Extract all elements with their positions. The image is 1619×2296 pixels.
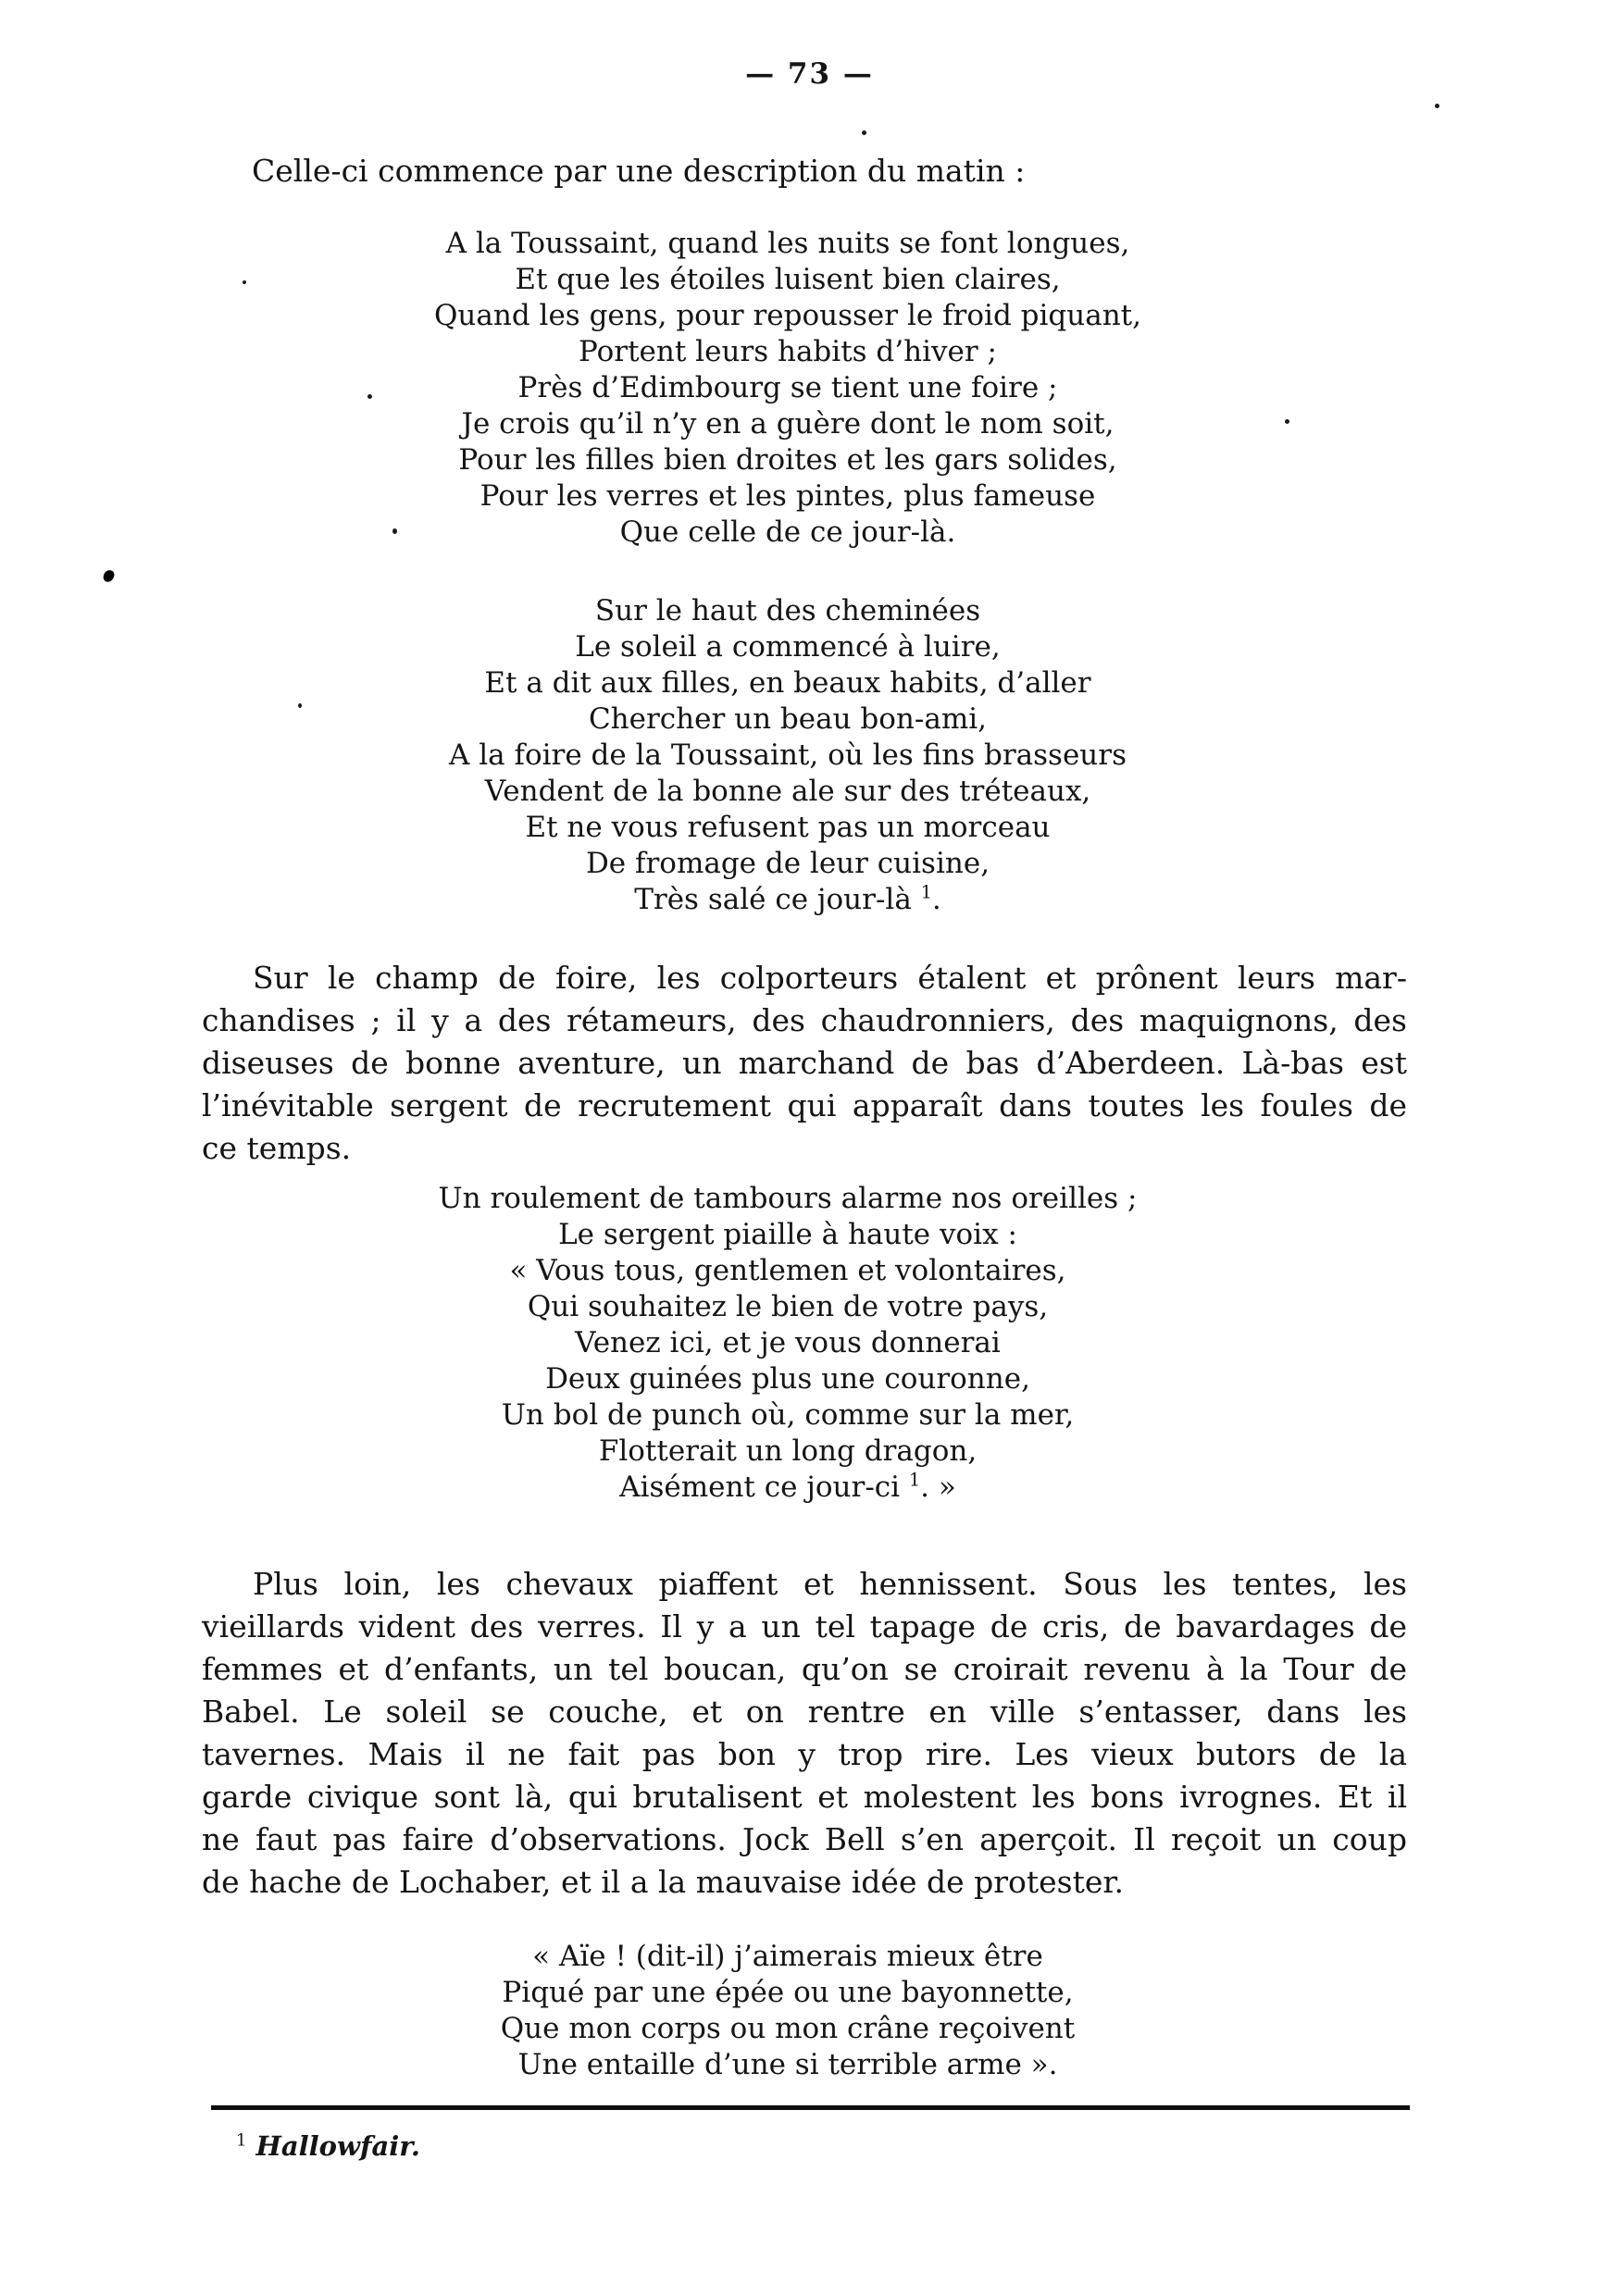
verse-line: Le sergent piaille à haute voix : xyxy=(558,1218,1017,1251)
prose-line: chandises ; il y a des rétameurs, des chaudronniers, des maquignons, des xyxy=(202,1002,1407,1038)
prose-line: de hache de Lochaber, et il a la mauvaise idée de protester. xyxy=(202,1864,1125,1900)
poem-stanza-2 xyxy=(185,593,1390,918)
prose-line: l’inévitable sergent de recrutement qui apparaît dans toutes les foules de xyxy=(202,1087,1407,1123)
footnote-marker: 1 xyxy=(236,2130,247,2151)
prose-line: tavernes. Mais il ne fait pas bon y trop rire. Les vieux butors de la xyxy=(202,1736,1407,1772)
ink-speck xyxy=(367,394,372,399)
ink-speck xyxy=(862,130,866,135)
ink-speck xyxy=(1435,104,1439,108)
prose-paragraph-1 xyxy=(202,957,1407,1170)
footnote-text: Hallowfair. xyxy=(255,2130,420,2162)
verse-line: Pour les verres et les pintes, plus fameuse xyxy=(479,479,1096,513)
verse-line: Chercher un beau bon-ami, xyxy=(588,702,988,736)
verse-line: « Aïe ! (dit-il) j’aimerais mieux être xyxy=(532,1940,1043,1973)
verse-line: Et a dit aux filles, en beaux habits, d’aller xyxy=(484,666,1091,700)
poem-stanza-4 xyxy=(185,1939,1390,2083)
footnote-reference: 1 xyxy=(920,881,932,903)
prose-line: diseuses de bonne aventure, un marchand de bas d’Aberdeen. Là-bas est xyxy=(202,1045,1407,1081)
ink-speck xyxy=(243,280,246,284)
verse-line-text: . » xyxy=(920,1471,956,1504)
verse-line: Que celle de ce jour-là. xyxy=(619,515,956,549)
ink-speck xyxy=(298,703,302,708)
ink-speck xyxy=(1285,419,1289,424)
verse-line: A la Toussaint, quand les nuits se font longues, xyxy=(445,227,1130,260)
prose-line: ne faut pas faire d’observations. Jock Bell s’en aperçoit. Il reçoit un coup xyxy=(202,1821,1407,1857)
prose-paragraph-2 xyxy=(202,1563,1407,1904)
verse-line: Un roulement de tambours alarme nos oreilles ; xyxy=(438,1182,1138,1215)
prose-line: ce temps. xyxy=(202,1130,352,1166)
ink-speck xyxy=(392,528,397,534)
verse-line: Piqué par une épée ou une bayonnette, xyxy=(502,1976,1074,2009)
verse-line: Venez ici, et je vous donnerai xyxy=(575,1326,1001,1359)
verse-line xyxy=(185,1470,1390,1506)
footnote xyxy=(236,2128,1619,2164)
verse-line-text: Très salé ce jour-là xyxy=(634,883,921,916)
verse-line: Près d’Edimbourg se tient une foire ; xyxy=(517,371,1058,404)
prose-line: femmes et d’enfants, un tel boucan, qu’on se croirait revenu à la Tour de xyxy=(202,1651,1407,1687)
page-number: — 73 — xyxy=(745,57,874,91)
verse-line: Le soleil a commencé à luire, xyxy=(575,630,1001,664)
verse-line: Je crois qu’il n’y en a guère dont le nom soit, xyxy=(461,407,1115,441)
footnote-reference: 1 xyxy=(908,1469,921,1491)
verse-line: De fromage de leur cuisine, xyxy=(585,847,990,880)
prose-line: Sur le champ de foire, les colporteurs étalent et prônent leurs mar- xyxy=(253,960,1407,996)
prose-line: vieillards vident des verres. Il y a un tel tapage de cris, de bavardages de xyxy=(202,1608,1407,1644)
verse-line: Que mon corps ou mon crâne reçoivent xyxy=(500,2012,1076,2045)
poem-stanza-3 xyxy=(185,1181,1390,1506)
verse-line: Quand les gens, pour repousser le froid piquant, xyxy=(434,299,1141,332)
ink-blot xyxy=(102,569,115,584)
prose-line: Plus loin, les chevaux piaffent et hennissent. Sous les tentes, les xyxy=(253,1566,1407,1602)
verse-line: « Vous tous, gentlemen et volontaires, xyxy=(509,1254,1066,1287)
verse-line: Un bol de punch où, comme sur la mer, xyxy=(501,1398,1075,1432)
verse-line: Sur le haut des cheminées xyxy=(594,594,981,627)
verse-line-text: Aisément ce jour-ci xyxy=(619,1471,909,1504)
verse-line: Une entaille d’une si terrible arme ». xyxy=(517,2048,1058,2081)
verse-line xyxy=(185,882,1390,918)
verse-line: Flotterait un long dragon, xyxy=(598,1434,978,1468)
poem-stanza-1 xyxy=(185,226,1390,551)
verse-line: Pour les filles bien droites et les gars solides, xyxy=(458,443,1117,477)
intro-line: Celle-ci commence par une description du matin : xyxy=(252,153,1026,189)
verse-line: Portent leurs habits d’hiver ; xyxy=(579,335,997,368)
verse-line: Et ne vous refusent pas un morceau xyxy=(525,811,1051,844)
prose-line: Babel. Le soleil se couche, et on rentre en ville s’entasser, dans les xyxy=(202,1694,1407,1730)
verse-line: A la foire de la Toussaint, où les fins brasseurs xyxy=(448,738,1127,772)
verse-line: Deux guinées plus une couronne, xyxy=(545,1362,1030,1396)
verse-line-text: . xyxy=(931,883,941,916)
verse-line: Qui souhaitez le bien de votre pays, xyxy=(527,1290,1049,1323)
verse-line: Vendent de la bonne ale sur des tréteaux, xyxy=(484,775,1091,808)
footnote-rule xyxy=(211,2105,1410,2110)
prose-line: garde civique sont là, qui brutalisent et molestent les bons ivrognes. Et il xyxy=(202,1779,1407,1815)
verse-line: Et que les étoiles luisent bien claires, xyxy=(515,263,1061,296)
